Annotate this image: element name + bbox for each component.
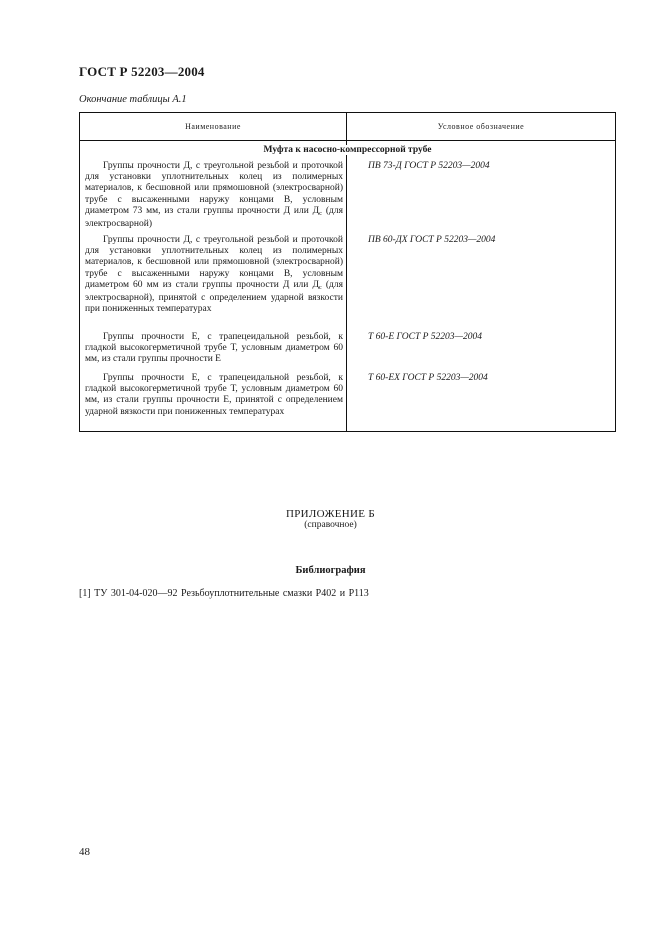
bibliography-heading: Библиография [295, 565, 366, 576]
table-row-designation: ПВ 60-ДХ ГОСТ Р 52203—2004 [368, 235, 496, 245]
designation-table [79, 112, 616, 432]
appendix-title: ПРИЛОЖЕНИЕ Б [286, 508, 375, 520]
appendix-subtitle: (справочное) [304, 520, 357, 530]
column-header-name: Наименование [185, 122, 241, 131]
table-row-designation: Т 60-Е ГОСТ Р 52203—2004 [368, 332, 483, 342]
table-row-text: Группы прочности Д, с треугольной резьбой и проточкой для установки уплотнительных колец из полимерных материалов, к бесшовной или прямошовной (электросварной) трубе с высаженными наружу концами В, условным диаметром 60 мм из стали группы прочности Д или $Д_с$ (для электросварной), принятой с определением ударной вязкости при пониженных температурах [85, 235, 343, 315]
section-heading-text: Муфта к насосно-компрессорной трубе [263, 145, 432, 155]
bibliography-item: [1] ТУ 301-04-020—92 Резьбоуплотнительные смазки Р402 и Р113 [79, 588, 369, 599]
page-number: 48 [79, 846, 90, 858]
table-row-designation: ПВ 73-Д ГОСТ Р 52203—2004 [368, 161, 490, 171]
section-heading [80, 145, 615, 155]
table-row-text: Группы прочности Е, с трапецеидальной резьбой, к гладкой высокогерметичной трубе Т, условным диаметром 60 мм, из стали группы прочности Е [85, 332, 343, 365]
table-caption: Окончание таблицы А.1 [79, 94, 187, 105]
table-header-row [80, 113, 615, 141]
table-row-designation: Т 60-ЕХ ГОСТ Р 52203—2004 [368, 373, 488, 383]
column-divider [346, 113, 347, 431]
table-row-text: Группы прочности Е, с трапецеидальной резьбой, к гладкой высокогерметичной трубе Т, условным диаметром 60 мм, из стали группы прочности Е, принятой с определением ударной вязкости при пониженных температурах [85, 373, 343, 417]
column-header-designation: Условное обозначение [437, 122, 525, 131]
doc-title: ГОСТ Р 52203—2004 [79, 64, 205, 79]
table-row-text: Группы прочности Д, с треугольной резьбой и проточкой для установки уплотнительных колец из полимерных материалов, к бесшовной или прямошовной (электросварной) трубе с высаженными наружу концами В, условным диаметром 73 мм, из стали группы прочности Д или $Д_с$ (для электросварной) [85, 161, 344, 230]
